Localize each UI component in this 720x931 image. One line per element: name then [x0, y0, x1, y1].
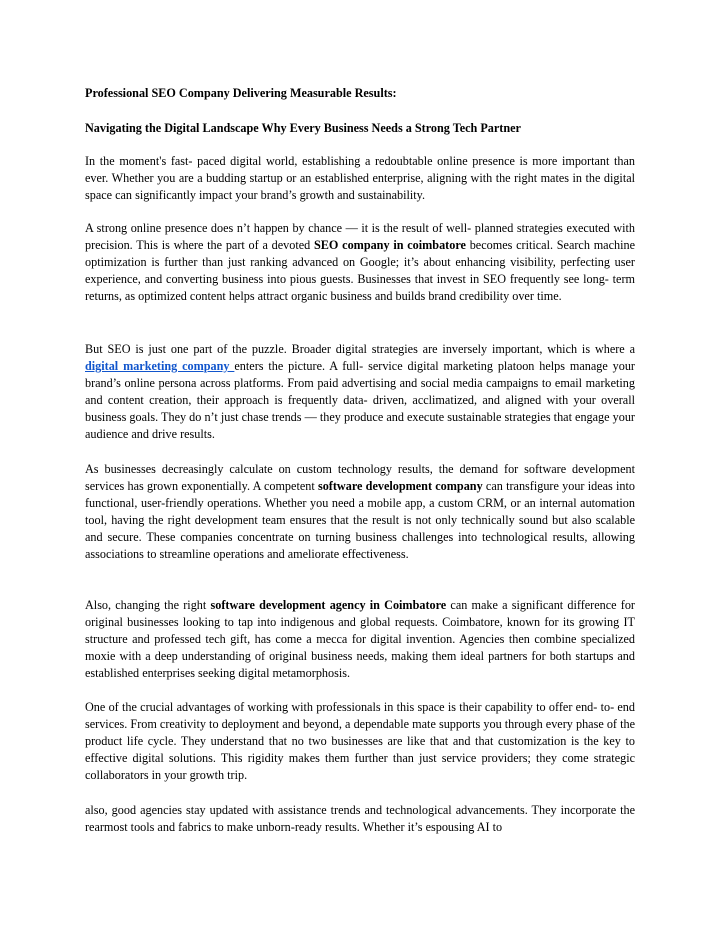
paragraph-4-text-a: As businesses decreasingly calculate on custom technology results, the demand for software development services has grown exponentially. A competent: [85, 462, 635, 493]
paragraph-3-text-a: But SEO is just one part of the puzzle. Broader digital strategies are inversely important, which is where a: [85, 342, 635, 356]
paragraph-7: also, good agencies stay updated with assistance trends and technological advancements. They incorporate the rearmost tools and fabrics to make unborn-ready results. Whether it’s espousing AI to: [85, 803, 635, 834]
paragraph-2-text-a: A strong online presence does n’t happen by chance — it is the result of well- planned strategies executed with precision. This is where the part of a devoted: [85, 221, 635, 252]
software-development-company-keyword: software development company: [317, 479, 483, 493]
paragraph-3-text-c: enters the picture. A full- service digital marketing platoon helps manage your brand’s online persona across platforms. From paid advertising and social media campaigns to email marketing and content creation, their approach is frequently data- driven, acclimatized, and aligned with your overall business goals. They do n’t just chase trends — they produce and execute sustainable strategies that engage your audience and drive results.: [85, 359, 635, 441]
paragraph-3: [85, 341, 635, 443]
paragraph-2-text-c: becomes critical. Search machine optimization is further than just ranking advanced on Google; it’s about enhancing visibility, perfecting user experience, and converting business into pious guests. Businesses that invest in SEO frequently see long- term returns, as optimized content helps attract organic business and builds brand credibility over time.: [85, 238, 635, 303]
digital-marketing-company-link[interactable]: digital marketing company: [85, 359, 235, 373]
document-title: Professional SEO Company Delivering Measurable Results:: [85, 86, 397, 100]
paragraph-2: [85, 220, 635, 305]
seo-company-keyword: SEO company in coimbatore: [314, 238, 466, 252]
paragraph-1: In the moment's fast- paced digital world, establishing a redoubtable online presence is more important than ever. Whether you are a budding startup or an established enterprise, aligning with the right mates in the digital space can significantly impact your brand’s growth and sustainability.: [85, 154, 635, 202]
paragraph-5: [85, 597, 635, 682]
paragraph-5-text-a: Also, changing the right: [85, 598, 211, 612]
paragraph-5-text-c: can make a significant difference for original businesses looking to tap into indigenous and global requests. Coimbatore, known for its growing IT structure and professed tech gift, has come a mecca for digital invention. Agencies then combine specialized moxie with a deep understanding of original business needs, making them ideal partners for both startups and established enterprises seeking digital metamorphosis.: [85, 598, 635, 680]
software-development-agency-keyword: software development agency in Coimbatore: [210, 598, 447, 612]
paragraph-6: One of the crucial advantages of working with professionals in this space is their capability to offer end- to- end services. From creativity to deployment and beyond, a dependable mate supports you through every phase of the product life cycle. They understand that no two businesses are like that and that customization is the key to effective digital solutions. This rigidity makes them further than just service providers; they come strategic collaborators in your growth trip.: [85, 700, 635, 782]
paragraph-4: [85, 461, 635, 563]
paragraph-4-text-c: can transfigure your ideas into functional, user-friendly operations. Whether you need a mobile app, a custom CRM, or an internal automation tool, having the right development team ensures that the result is not only technically sound but also scalable and secure. These companies concentrate on turning business challenges into technological results, allowing associations to streamline operations and ameliorate effectiveness.: [85, 479, 635, 561]
document-subtitle: Navigating the Digital Landscape Why Every Business Needs a Strong Tech Partner: [85, 121, 521, 135]
